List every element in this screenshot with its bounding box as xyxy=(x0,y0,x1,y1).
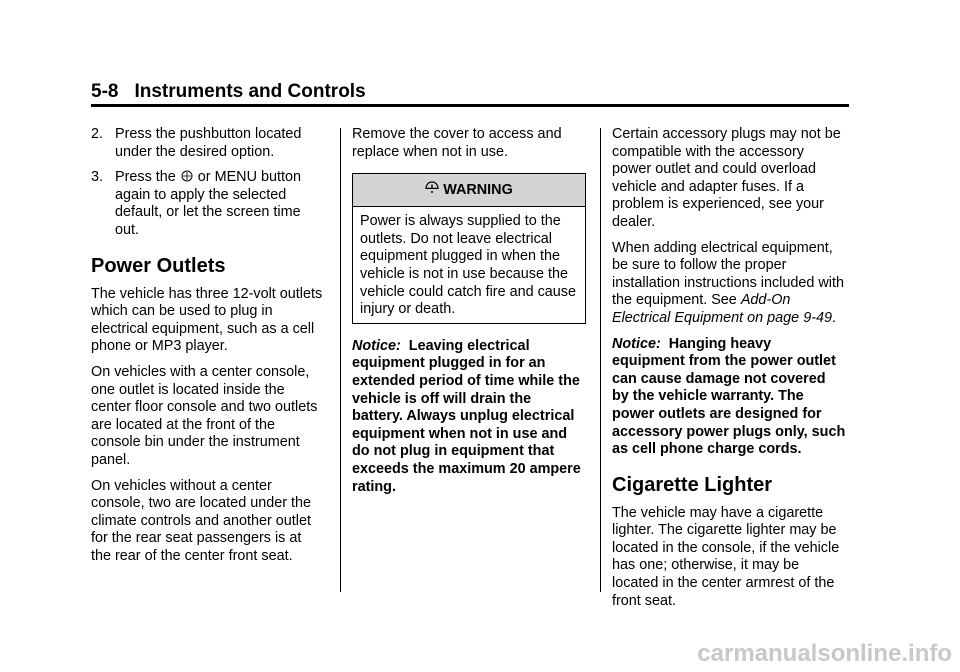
column-divider-2 xyxy=(600,128,601,592)
section-title: Instruments and Controls xyxy=(134,81,366,102)
column-divider-1 xyxy=(340,128,341,592)
warning-symbol-icon xyxy=(425,181,439,195)
page-number: 5-8 xyxy=(91,81,119,102)
column-3 xyxy=(612,126,846,618)
step-3 xyxy=(91,169,325,239)
warning-title: WARNING xyxy=(443,182,513,199)
notice-text: Leaving electrical equipment plugged in for an extended period of time while the vehicle is off will drain the battery. Always unplug electrical equipment when not in use and do not plug in equipment that exceeds the maximum 20 ampere rating. xyxy=(352,337,581,495)
step-2 xyxy=(91,126,325,161)
adding-equipment-end: . xyxy=(832,309,836,326)
heading-power-outlets: Power Outlets xyxy=(91,254,226,277)
step-3-number: 3. xyxy=(91,169,104,186)
heading-cigarette-lighter: Cigarette Lighter xyxy=(612,473,773,496)
adding-equipment-text: When adding electrical equipment, be sure to follow the proper installation instructions included with the equipment. See xyxy=(612,239,844,309)
step-2-number: 2. xyxy=(91,126,104,142)
power-outlets-paragraph-2: On vehicles with a center console, one outlet is located inside the center floor console and two outlets are located at the front of the console bin under the instrument panel. xyxy=(91,363,318,468)
notice-paragraph-2 xyxy=(612,336,846,459)
watermark: carmanualsonline.info xyxy=(697,640,952,667)
notice-label: Notice: xyxy=(612,335,661,352)
header-rule xyxy=(91,104,849,107)
cigarette-lighter-paragraph: The vehicle may have a cigarette lighter. The cigarette lighter may be located in the console, if the vehicle has one; otherwise, it may be located in the center armrest of the front seat. xyxy=(612,504,840,609)
warning-box xyxy=(352,173,586,324)
menu-knob-icon xyxy=(181,170,193,182)
warning-body: Power is always supplied to the outlets. Do not leave electrical equipment plugged in when the vehicle is not in use because the vehicle could catch fire and cause injury or death. xyxy=(360,213,576,318)
adding-equipment-paragraph xyxy=(612,240,846,328)
add-on-electrical-reference[interactable]: Add-On Electrical Equipment on page 9-49 xyxy=(612,292,832,326)
remove-cover-paragraph: Remove the cover to access and replace when not in use. xyxy=(352,126,562,160)
page-header xyxy=(91,81,849,105)
notice-text: Hanging heavy equipment from the power outlet can cause damage not covered by the vehicle warranty. The power outlets are designed for accessory power plugs only, such as cell phone charge cords. xyxy=(612,335,846,458)
step-3-text-post: or MENU button again to apply the selected default, or let the screen time out. xyxy=(115,169,301,238)
step-2-text: Press the pushbutton located under the desired option. xyxy=(115,126,302,160)
power-outlets-paragraph-1: The vehicle has three 12-volt outlets which can be used to plug in electrical equipment, such as a cell phone or MP3 player. xyxy=(91,285,323,355)
warning-header xyxy=(353,174,585,207)
notice-paragraph-1 xyxy=(352,338,586,496)
step-3-text-pre: Press the xyxy=(115,169,176,186)
accessory-plugs-paragraph: Certain accessory plugs may not be compatible with the accessory power outlet and could overload vehicle and adapter fuses. If a problem is experienced, see your dealer. xyxy=(612,126,841,230)
column-2 xyxy=(352,126,586,504)
column-1 xyxy=(91,126,325,573)
power-outlets-paragraph-3: On vehicles without a center console, two are located under the climate controls and another outlet for the rear seat passengers is at the rear of the center front seat. xyxy=(91,477,311,564)
notice-label: Notice: xyxy=(352,337,401,354)
